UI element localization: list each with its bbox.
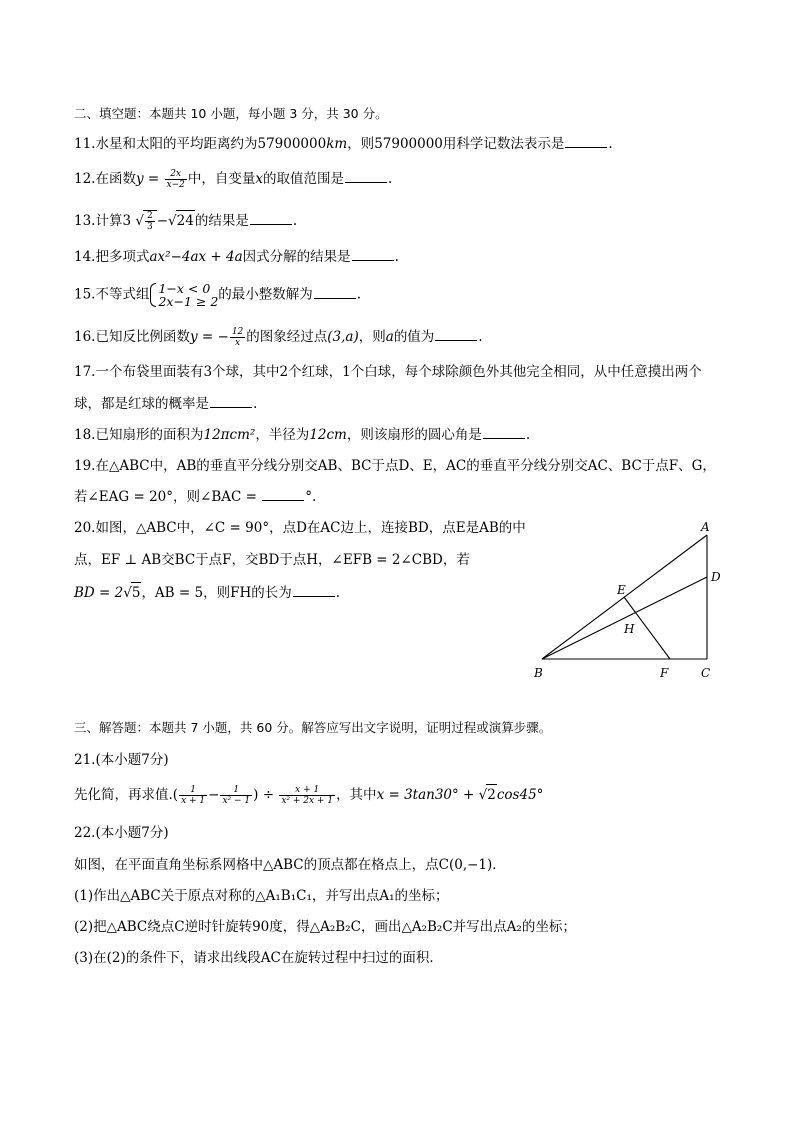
q12-text-b: 中，自变量 xyxy=(187,171,256,187)
q21-f1-den: x + 1 xyxy=(181,796,206,806)
q11-text-b: ，则 xyxy=(347,136,375,152)
q12-var-y: y xyxy=(135,171,144,187)
q12-fraction xyxy=(165,169,187,190)
question-19-line-2 xyxy=(74,487,316,507)
question-17-line-1: 17.一个布袋里面装有3个球，其中2个红球，1个白球，每个球除颜色外其他完全相同，从中任意摸出两个 xyxy=(74,364,702,380)
q16-answer-blank xyxy=(435,328,477,341)
q18-area: 12πcm² xyxy=(203,427,256,443)
q21-div: ) ÷ xyxy=(253,787,275,803)
q13-answer-blank xyxy=(250,212,292,225)
q18-radius: 12cm xyxy=(309,427,347,443)
q13-radicand-frac xyxy=(143,210,157,232)
question-21-body xyxy=(74,784,543,806)
q16-fraction xyxy=(230,327,245,348)
q21-fraction-3 xyxy=(279,785,335,806)
q21-f3-num: x + 1 xyxy=(279,785,335,796)
q12-var-x: x xyxy=(255,171,263,187)
label-h: H xyxy=(624,622,635,636)
q15-number: 15. xyxy=(74,286,96,303)
q13-radicand-24: 24 xyxy=(176,210,195,231)
label-d: D xyxy=(711,570,721,584)
q20-triangle-figure xyxy=(520,515,740,685)
q14-text-b: 因式分解的结果是 xyxy=(242,249,351,265)
q16-frac-num: 12 xyxy=(231,327,244,337)
q20-radicand: 5 xyxy=(131,582,142,603)
q12-frac-num: 2x xyxy=(165,169,187,180)
q13-number: 13. xyxy=(74,213,96,229)
q16-frac-den: x xyxy=(235,338,241,348)
q18-text-a: 已知扇形的面积为 xyxy=(95,427,204,443)
q11-answer-blank xyxy=(565,135,607,148)
q21-f1-num: 1 xyxy=(179,785,207,796)
q21-fraction-1 xyxy=(179,785,207,806)
q13-coef: 3 xyxy=(122,213,132,229)
q16-text-d: 的值为 xyxy=(393,329,435,345)
q12-frac-den: x−2 xyxy=(166,180,185,190)
q11-text-a: 水星和太阳的平均距离约为 xyxy=(95,136,258,152)
q11-text-c: 用科学记数法表示是 xyxy=(442,136,565,152)
q16-text-a: 已知反比例函数 xyxy=(95,329,190,345)
question-22-title: 22.(本小题7分) xyxy=(74,825,169,841)
q20-answer-blank xyxy=(293,584,335,597)
question-16: 16.已知反比例函数y = − $\frac{12}{x}$ 的图象经过点(3,a)，则a的值为 . xyxy=(74,327,483,348)
q11-value: 57900000 xyxy=(257,136,327,152)
q13-minus: − xyxy=(156,213,169,229)
question-19-line-1: 19.在△ABC中，AB的垂直平分线分别交AB、BC于点D、E，AC的垂直平分线分别交AC、BC于点F、G， xyxy=(74,458,716,474)
q14-answer-blank xyxy=(352,248,394,261)
question-15: 15.不等式组 1−x < 0 2x−1 ≥ 2 的最小整数解为 . xyxy=(74,281,362,309)
q21-condition: x = 3tan30° + xyxy=(376,787,475,803)
q13-sqrt-symbol: √ xyxy=(135,213,144,229)
label-b: B xyxy=(534,666,543,680)
q21-f2-num: 1 xyxy=(220,785,252,796)
question-14: 14.把多项式ax²−4ax + 4a因式分解的结果是 . xyxy=(74,249,399,265)
question-22-part-3: (3)在(2)的条件下，请求出线段AC在旋转过程中扫过的面积． xyxy=(74,950,443,966)
label-f: F xyxy=(660,666,669,680)
question-22-part-1: (1)作出△ABC关于原点对称的△A₁B₁C₁，并写出点A₁的坐标； xyxy=(74,888,449,904)
q12-number: 12. xyxy=(74,171,96,187)
question-22-part-2: (2)把△ABC绕点C逆时针旋转90度，得△A₂B₂C，画出△A₂B₂C并写出点A₂的坐标； xyxy=(74,919,576,935)
q18-text-c: ，则该扇形的圆心角是 xyxy=(346,427,482,443)
q15-ineq-1: 1−x < 0 xyxy=(158,281,211,296)
q14-text-a: 把多项式 xyxy=(95,249,150,265)
question-20-line-2: 点，EF ⊥ AB交BC于点F，交BD于点H，∠EFB = 2∠CBD，若 xyxy=(74,552,470,568)
q11-unit: km xyxy=(326,136,348,152)
q16-number: 16. xyxy=(74,329,96,345)
q13-frac-den: 3 xyxy=(146,222,153,232)
q21-cos: cos45° xyxy=(496,787,544,803)
question-21-title: 21.(本小题7分) xyxy=(74,752,169,768)
question-18: 18.已知扇形的面积为12πcm²，半径为12cm，则该扇形的圆心角是 . xyxy=(74,427,531,443)
q19-text: 若∠EAG = 20°，则∠BAC = xyxy=(74,489,257,505)
question-17-line-2: 球，都是红球的概率是 . xyxy=(74,396,258,412)
q13-frac xyxy=(145,211,155,232)
q12-answer-blank xyxy=(345,170,387,183)
q21-f3-den: x² + 2x + 1 xyxy=(281,796,334,806)
q17-answer-blank xyxy=(210,395,252,408)
q16-text-c: ，则 xyxy=(358,329,386,345)
q20-text-b: ，AB = 5，则FH的长为 xyxy=(141,585,292,601)
q15-ineq-2: 2x−1 ≥ 2 xyxy=(158,294,219,309)
q20-sqrt-symbol: √ xyxy=(123,585,132,601)
q16-text-b: 的图象经过点 xyxy=(246,329,328,345)
label-c: C xyxy=(701,666,711,680)
label-a: A xyxy=(701,520,710,534)
q13-sqrt-symbol-2: √ xyxy=(168,213,177,229)
q13-text-a: 计算 xyxy=(95,213,123,229)
q12-text-c: 的取值范围是 xyxy=(263,171,344,187)
question-20-line-3: BD = 2√5，AB = 5，则FH的长为 . xyxy=(74,582,340,603)
q15-text-a: 不等式组 xyxy=(95,286,150,303)
q21-f2-den: x² − 1 xyxy=(222,796,251,806)
q17-text: 球，都是红球的概率是 xyxy=(74,396,209,412)
q21-sqrt-symbol: √ xyxy=(478,787,488,803)
q15-answer-blank xyxy=(314,286,356,299)
q21-text-a: 先化简，再求值.( xyxy=(74,787,179,803)
q13-text-b: 的结果是 xyxy=(194,213,249,229)
question-13: 13.计算3 √ $\frac{2}{3}$ −√24的结果是 . xyxy=(74,211,298,232)
question-12: 12.在函数y = $\frac{2x}{x-2}$ 中，自变量x的取值范围是 . xyxy=(74,169,393,190)
q19-degree: °. xyxy=(305,489,317,505)
question-11: 11.水星和太阳的平均距离约为57900000km，则57900000用科学记数法表示是 . xyxy=(74,136,613,152)
section2-header: 二、填空题：本题共 10 小题，每小题 3 分，共 30 分。 xyxy=(74,106,388,121)
q15-inequality-system xyxy=(149,282,218,308)
q13-frac-num: 2 xyxy=(146,211,153,221)
q21-radicand: 2 xyxy=(486,784,497,805)
q11-number: 11. xyxy=(74,136,96,152)
q20-bd-eq: BD = 2 xyxy=(74,585,124,601)
q16-point: (3,a) xyxy=(327,329,359,345)
question-22-intro: 如图，在平面直角坐标系网格中△ABC的顶点都在格点上，点C(0,−1)． xyxy=(74,857,506,873)
q21-fraction-2 xyxy=(220,785,252,806)
q15-text-b: 的最小整数解为 xyxy=(218,286,313,303)
question-20-line-1: 20.如图，△ABC中，∠C = 90°，点D在AC边上，连接BD，点E是AB的中 xyxy=(74,520,526,536)
q21-text-b: ，其中 xyxy=(336,787,377,803)
q11-value-2: 57900000 xyxy=(374,136,443,152)
q16-var-a: a xyxy=(385,329,394,345)
q21-minus: − xyxy=(208,787,220,803)
q14-number: 14. xyxy=(74,249,96,265)
q12-text-a: 在函数 xyxy=(95,171,136,187)
q18-answer-blank xyxy=(483,426,525,439)
label-e: E xyxy=(617,583,626,597)
q16-lhs: y = − xyxy=(189,329,229,345)
q18-text-b: ，半径为 xyxy=(255,427,310,443)
q18-number: 18. xyxy=(74,427,96,443)
q14-expression: ax²−4ax + 4a xyxy=(149,249,243,265)
q19-answer-blank xyxy=(262,488,304,501)
section3-header: 三、解答题：本题共 7 小题，共 60 分。解答应写出文字说明，证明过程或演算步骤。 xyxy=(74,720,552,735)
